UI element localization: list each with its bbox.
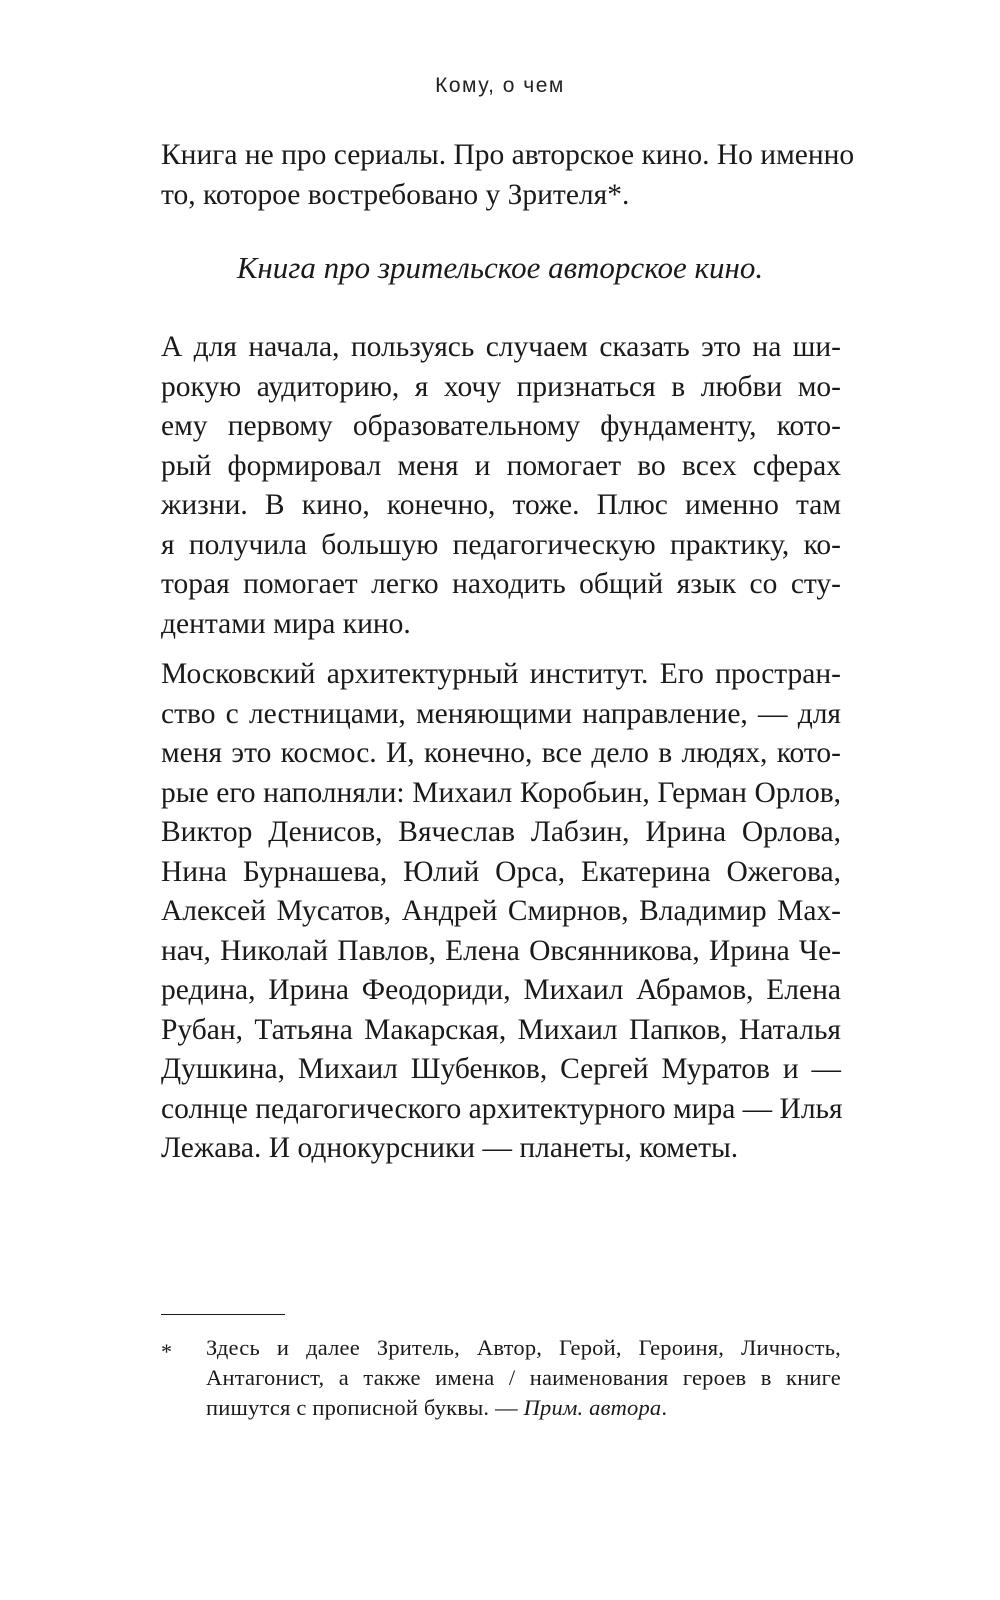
footnote-period: .	[661, 1395, 668, 1420]
text-line: Книга не про сериалы. Про авторское кино. Но именно	[161, 139, 855, 171]
paragraph-education	[161, 328, 841, 644]
text-line: рые его наполняли: Михаил Коробьин, Герман Орлов,	[161, 776, 841, 809]
text-line: Виктор Денисов, Вячеслав Лабзин, Ирина Орлова,	[161, 816, 841, 848]
text-line: Московский архитектурный институт. Его простран-	[161, 658, 841, 690]
running-head: Кому, о чем	[435, 74, 565, 97]
text-line: рый формировал меня и помогает во всех сферах	[161, 449, 841, 482]
text-line: дентами мира кино.	[161, 607, 411, 640]
text-line: торая помогает легко находить общий язык со сту-	[161, 568, 841, 600]
footnote-divider	[161, 1314, 285, 1315]
text-line: редина, Ирина Феодориди, Михаил Абрамов, Елена	[161, 974, 841, 1006]
text-line: жизни. В кино, конечно, тоже. Плюс именно там	[161, 489, 841, 521]
text-line: Лежава. И однокурсники — планеты, кометы.	[161, 1132, 739, 1164]
text-line: меня это космос. И, конечно, все дело в людях, кото-	[161, 737, 841, 769]
text-line: Алексей Мусатов, Андрей Смирнов, Владимир Мах-	[161, 895, 841, 927]
footnote-line: Здесь и далее Зритель, Автор, Герой, Героиня, Личность,	[206, 1335, 841, 1360]
text-line: Рубан, Татьяна Макарская, Михаил Папков, Наталья	[161, 1013, 841, 1046]
text-line: Душкина, Михаил Шубенков, Сергей Муратов и —	[161, 1053, 841, 1085]
tagline: Книга про зрительское авторское кино.	[236, 250, 764, 285]
paragraph-institute	[161, 655, 841, 1169]
footnote-marker: *	[161, 1339, 172, 1364]
text-line: то, которое востребовано у Зрителя*.	[161, 178, 630, 211]
footnote-text	[206, 1333, 841, 1423]
text-line: рокую аудиторию, я хочу признаться в любви мо-	[161, 370, 841, 403]
text-line: А для начала, пользуясь случаем сказать это на ши-	[161, 331, 841, 363]
paragraph-intro	[161, 136, 855, 215]
text-line: Нина Бурнашева, Юлий Орса, Екатерина Ожегова,	[161, 855, 841, 888]
footnote-line-text: пишутся с прописной буквы. —	[206, 1395, 524, 1420]
text-line: нач, Николай Павлов, Елена Овсянникова, Ирина Че-	[161, 934, 841, 967]
text-line: ему первому образовательному фундаменту, кото-	[161, 410, 841, 442]
text-line: я получила большую педагогическую практику, ко-	[161, 528, 841, 561]
footnote-attribution: Прим. автора	[523, 1395, 662, 1420]
footnote-line: Антагонист, а также имена / наименования героев в книге	[206, 1365, 841, 1390]
text-line: ство с лестницами, меняющими направление, — для	[161, 697, 841, 730]
footnote-line	[206, 1393, 841, 1423]
text-line: солнце педагогического архитектурного мира — Илья	[161, 1092, 843, 1125]
